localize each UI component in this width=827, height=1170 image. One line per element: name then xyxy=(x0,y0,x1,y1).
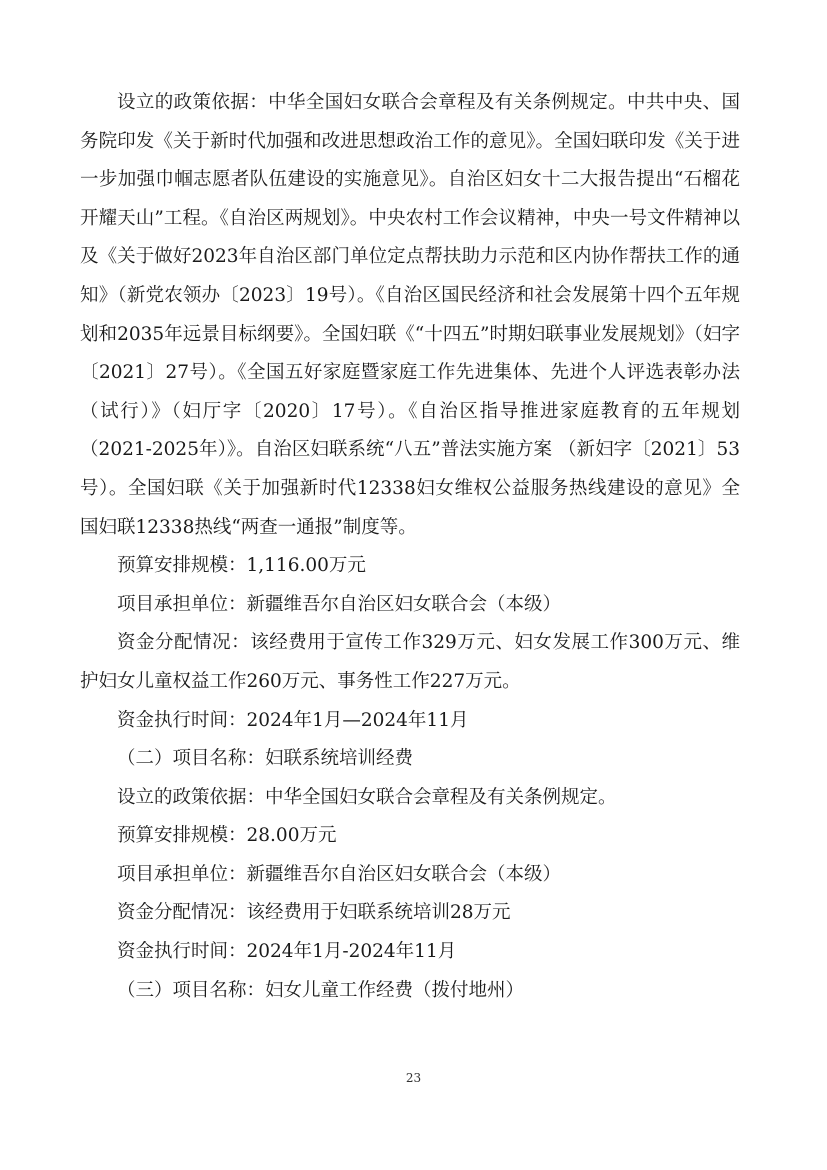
page-number: 23 xyxy=(405,1071,422,1085)
budget-line: 预算安排规模：1,116.00万元 xyxy=(117,555,366,577)
project-two-unit: 项目承担单位：新疆维吾尔自治区妇女联合会（本级） xyxy=(117,863,562,885)
policy-basis-paragraph: 设立的政策依据：中华全国妇女联合会章程及有关条例规定。中共中央、国务院印发《关于新时代加强和改进思想政治工作的意见》。全国妇联印发《关于进一步加强巾帼志愿者队伍建设的实施意见》。自治区妇女十二大报告提出“石榴花开耀天山”工程。《自治区两规划》。中央农村工作会议精神，中央一号文件精神以及《关于做好2023年自治区部门单位定点帮扶助力示范和区内协作帮扶工作的通知》（新党农领办〔2023〕19号）。《自治区国民经济和社会发展第十四个五年规划和2035年远景目标纲要》。全国妇联《“十四五”时期妇联事业发展规划》（妇字〔2021〕27号）。《全国五好家庭暨家庭工作先进集体、先进个人评选表彰办法（试行）》（妇厅字〔2020〕17号）。《自治区指导推进家庭教育的五年规划（2021-2025年）》。自治区妇联系统“八五”普法实施方案 （新妇字〔2021〕53号）。全国妇联《关于加强新时代12338妇女维权公益服务热线建设的意见》全国妇联12338热线“两查一通报”制度等。 xyxy=(80,92,740,538)
project-three-heading: （三）项目名称：妇女儿童工作经费（拨付地州） xyxy=(117,979,525,1001)
document-page xyxy=(80,84,740,1010)
project-two-policy-basis: 设立的政策依据：中华全国妇女联合会章程及有关条例规定。 xyxy=(117,786,617,808)
project-two-heading: （二）项目名称：妇联系统培训经费 xyxy=(117,748,414,770)
project-two-allocation: 资金分配情况：该经费用于妇联系统培训28万元 xyxy=(117,902,511,924)
project-two-budget: 预算安排规模：28.00万元 xyxy=(117,825,337,847)
project-two-period: 资金执行时间：2024年1月-2024年11月 xyxy=(117,941,457,963)
unit-line: 项目承担单位：新疆维吾尔自治区妇女联合会（本级） xyxy=(117,593,562,615)
allocation-paragraph: 资金分配情况：该经费用于宣传工作329万元、妇女发展工作300万元、维护妇女儿童权益工作260万元、事务性工作227万元。 xyxy=(80,632,740,692)
period-line: 资金执行时间：2024年1月—2024年11月 xyxy=(117,709,469,731)
